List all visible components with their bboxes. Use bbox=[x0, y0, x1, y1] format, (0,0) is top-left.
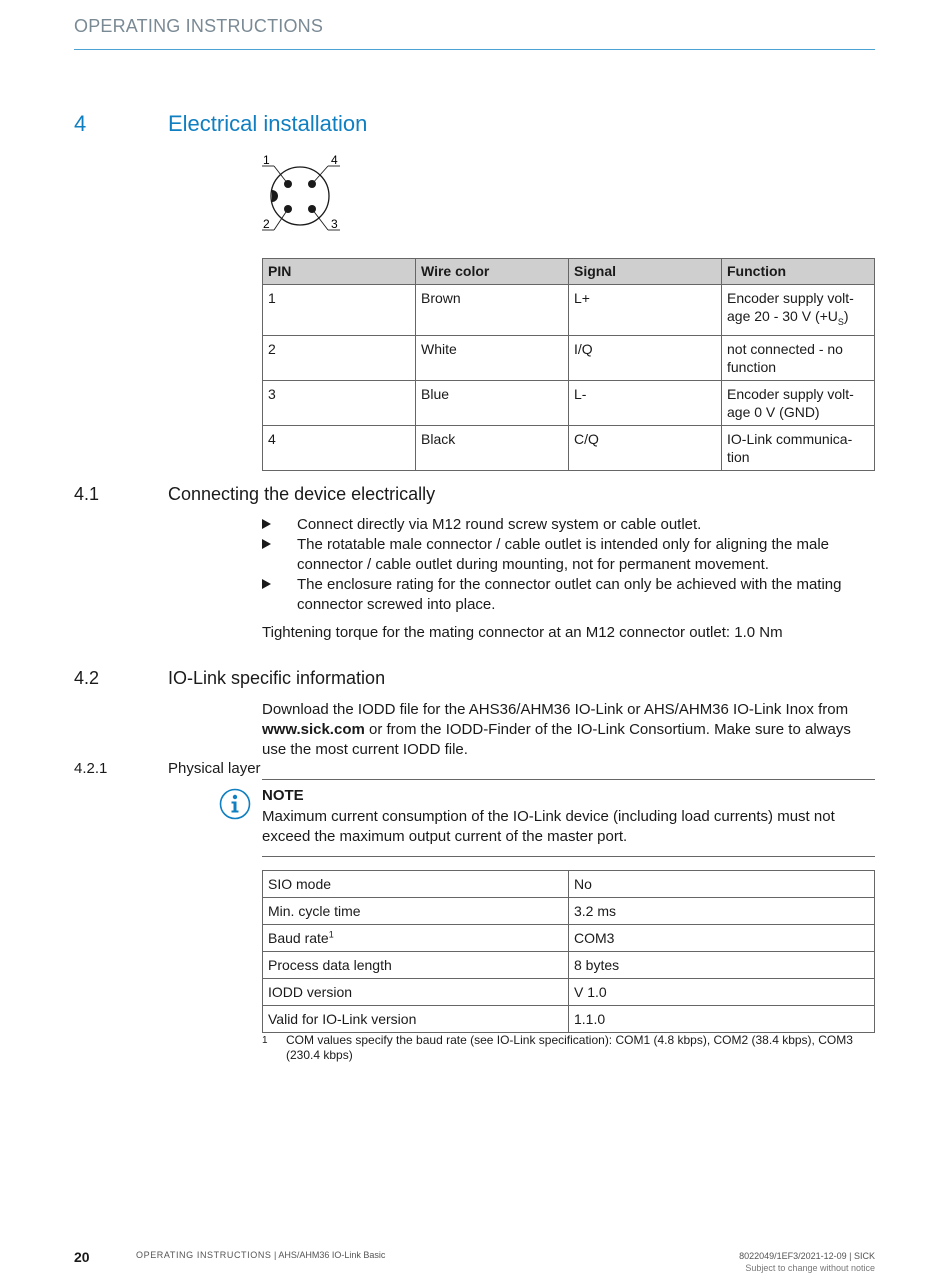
table-row bbox=[263, 1006, 875, 1033]
section-title: IO-Link specific information bbox=[168, 668, 386, 688]
table-row bbox=[263, 952, 875, 979]
table-row bbox=[263, 979, 875, 1006]
physical-layer-table bbox=[262, 870, 875, 1033]
spec-value: COM3 bbox=[569, 925, 875, 952]
note-text: Maximum current consumption of the IO-Link device (including load currents) must not exceed the maximum output current of the master port. bbox=[262, 808, 835, 845]
table-row bbox=[263, 425, 875, 470]
pin-label-2: 2 bbox=[263, 217, 270, 231]
spec-label: IODD version bbox=[263, 979, 569, 1006]
footnote-text: COM values specify the baud rate (see IO-Link specification): COM1 (4.8 kbps), COM2 (38.4 kbps), COM3 (230.4 kbps) bbox=[286, 1033, 853, 1062]
torque-spec: Tightening torque for the mating connector at an M12 connector outlet: 1.0 Nm bbox=[262, 624, 783, 641]
subsection-title: Physical layer bbox=[168, 760, 261, 777]
spec-value: 3.2 ms bbox=[569, 898, 875, 925]
instruction-list bbox=[262, 515, 875, 615]
footnote bbox=[262, 1033, 875, 1063]
column-header: Function bbox=[722, 259, 875, 285]
spec-label: Process data length bbox=[263, 952, 569, 979]
bullet-arrow-icon bbox=[262, 539, 271, 549]
column-header: Signal bbox=[569, 259, 722, 285]
pin-cell: 4 bbox=[263, 425, 416, 470]
connector-outline bbox=[271, 167, 329, 225]
note-rule-bottom bbox=[262, 856, 875, 857]
table-header-row bbox=[263, 259, 875, 285]
table-row bbox=[263, 871, 875, 898]
wire-color-cell: Blue bbox=[416, 380, 569, 425]
pin-cell: 2 bbox=[263, 335, 416, 380]
wire-color-cell: Brown bbox=[416, 285, 569, 336]
list-item: Connect directly via M12 round screw system or cable outlet. bbox=[262, 515, 875, 535]
signal-cell: L- bbox=[569, 380, 722, 425]
chapter-title: Electrical installation bbox=[168, 111, 368, 136]
signal-cell: C/Q bbox=[569, 425, 722, 470]
note-rule-top bbox=[262, 779, 875, 780]
bullet-arrow-icon bbox=[262, 579, 271, 589]
footnote-mark: 1 bbox=[262, 1035, 268, 1046]
table-row bbox=[263, 925, 875, 952]
spec-label: SIO mode bbox=[263, 871, 569, 898]
function-cell: not connected - no function bbox=[722, 335, 875, 380]
table-row bbox=[263, 898, 875, 925]
info-icon bbox=[219, 788, 251, 820]
pin-cell: 3 bbox=[263, 380, 416, 425]
pin-label-3: 3 bbox=[331, 217, 338, 231]
connector-key bbox=[272, 190, 278, 202]
spec-label: Min. cycle time bbox=[263, 898, 569, 925]
table-row bbox=[263, 285, 875, 336]
table-row bbox=[263, 380, 875, 425]
column-header: Wire color bbox=[416, 259, 569, 285]
section-number: 4.1 bbox=[74, 484, 100, 504]
column-header: PIN bbox=[263, 259, 416, 285]
sick-website-link[interactable]: www.sick.com bbox=[262, 721, 365, 738]
list-item: The enclosure rating for the connector outlet can only be achieved with the mating connector screwed into place. bbox=[262, 575, 875, 615]
pin-assignment-table bbox=[262, 258, 875, 471]
table-row bbox=[263, 335, 875, 380]
iodd-download-paragraph: Download the IODD file for the AHS36/AHM36 IO-Link or AHS/AHM36 IO-Link Inox from www.sick.com or from the IODD-Finder of the IO-Link Consortium. Make sure to always use the most current IODD file. bbox=[262, 701, 851, 758]
bullet-arrow-icon bbox=[262, 519, 271, 529]
function-cell: Encoder supply volt- age 20 - 30 V $(+U_S)$ bbox=[722, 285, 875, 336]
chapter-number: 4 bbox=[74, 111, 87, 136]
spec-label: Valid for IO-Link version bbox=[263, 1006, 569, 1033]
pin-label-4: 4 bbox=[331, 153, 338, 167]
wire-color-cell: Black bbox=[416, 425, 569, 470]
footer-doc-title: OPERATING INSTRUCTIONS | AHS/AHM36 IO-Link Basic bbox=[136, 1250, 386, 1260]
spec-value: V 1.0 bbox=[569, 979, 875, 1006]
page-number: 20 bbox=[74, 1249, 90, 1265]
running-header: OPERATING INSTRUCTIONS bbox=[74, 16, 324, 36]
section-number: 4.2 bbox=[74, 668, 100, 688]
header-rule bbox=[74, 49, 875, 50]
spec-label: Baud rate$^1$ bbox=[263, 925, 569, 952]
spec-value: 8 bytes bbox=[569, 952, 875, 979]
signal-cell: L+ bbox=[569, 285, 722, 336]
footnote-ref: 1 bbox=[328, 929, 334, 940]
footer-doc-code: 8022049/1EF3/2021-12-09 | SICK Subject to change without notice bbox=[739, 1251, 875, 1273]
signal-cell: I/Q bbox=[569, 335, 722, 380]
subsection-number: 4.2.1 bbox=[74, 760, 108, 777]
pin-label-1: 1 bbox=[263, 153, 270, 167]
function-cell: Encoder supply volt- age 0 V (GND) bbox=[722, 380, 875, 425]
wire-color-cell: White bbox=[416, 335, 569, 380]
function-cell: IO-Link communica- tion bbox=[722, 425, 875, 470]
spec-value: No bbox=[569, 871, 875, 898]
section-title: Connecting the device electrically bbox=[168, 484, 436, 504]
note-label: NOTE bbox=[262, 787, 304, 804]
list-item: The rotatable male connector / cable outlet is intended only for aligning the male connector / cable outlet during mounting, not for permanent movement. bbox=[262, 535, 875, 575]
spec-value: 1.1.0 bbox=[569, 1006, 875, 1033]
m12-connector-diagram bbox=[258, 150, 348, 235]
pin-cell: 1 bbox=[263, 285, 416, 336]
